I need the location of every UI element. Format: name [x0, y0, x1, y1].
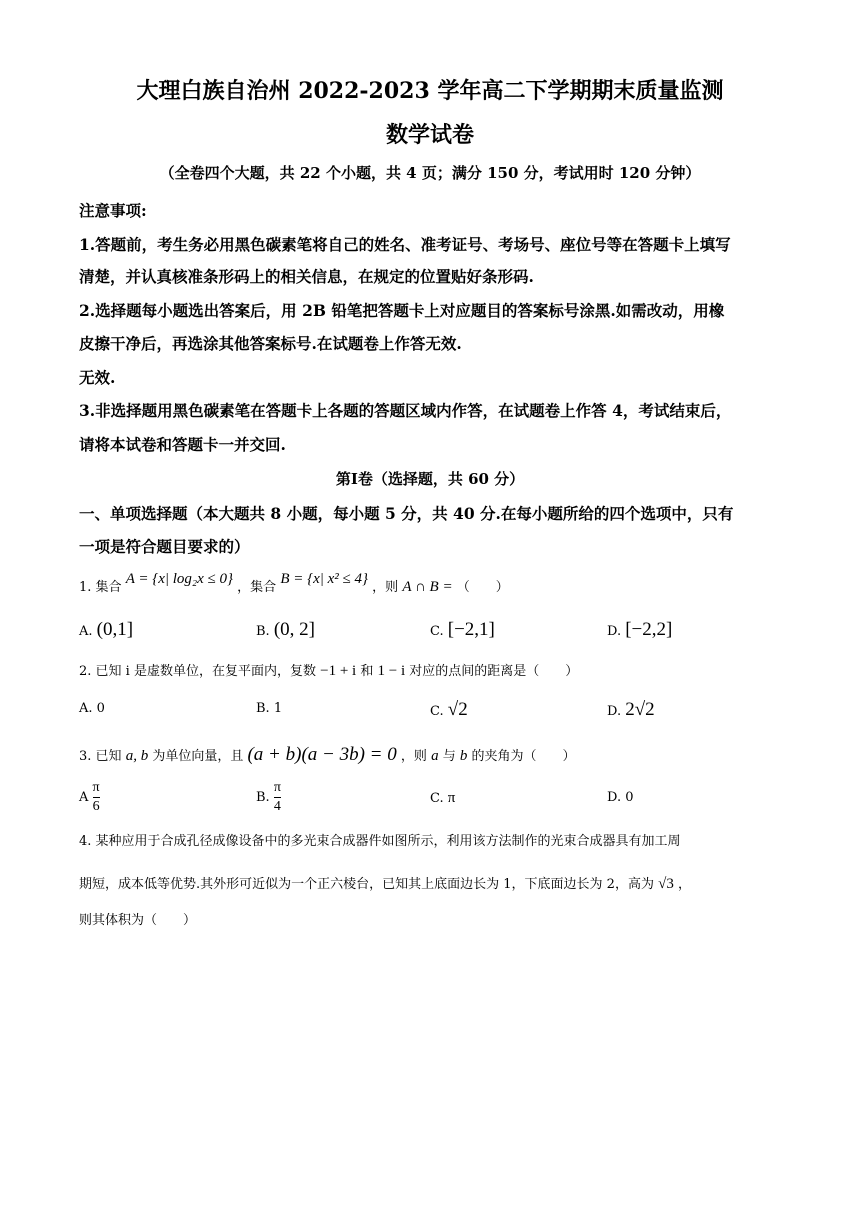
q2-z2: 1 − i [377, 663, 406, 679]
q3-equation: (a + b)(a − 3b) = 0 [247, 744, 397, 765]
q3-text-1: 3. 已知 [79, 749, 122, 764]
q4-height-value: √3 [658, 876, 674, 892]
q3-with: 与 [442, 749, 456, 764]
q1-set-a: A = {x| log₂x ≤ 0} [125, 571, 234, 587]
notice-line-3a: 3.非选择题用黑色碳素笔在答题卡上各题的答题区域内作答，在试题卷上作答 4，考试结束后， [79, 401, 732, 420]
q2-option-b [256, 701, 282, 716]
option-label: A. [79, 624, 93, 639]
q1-set-b: B = {x| x² ≤ 4} [280, 571, 369, 587]
notice-line-1b: 清楚，并认真核准条形码上的相关信息，在规定的位置贴好条形码. [79, 267, 534, 286]
question-2 [79, 660, 578, 680]
option-value: π [447, 790, 456, 806]
option-value: 0 [96, 701, 105, 716]
option-label: D. [607, 790, 622, 805]
option-value: 2√2 [625, 699, 655, 720]
q1-expr: A ∩ B = [402, 579, 453, 595]
notice-line-1a: 1.答题前，考生务必用黑色碳素笔将自己的姓名、准考证号、考场号、座位号等在答题卡上填写 [79, 235, 731, 254]
q3-option-b [256, 780, 281, 815]
question-4-line-3: 则其体积为（ ） [79, 913, 197, 928]
option-value: (0, 2] [273, 619, 315, 640]
option-label: A [79, 790, 89, 805]
notice-heading: 注意事项: [79, 201, 147, 220]
option-label: D. [607, 704, 622, 719]
q2-option-d [607, 699, 655, 721]
option-value: [−2,1] [447, 619, 495, 640]
part1-heading-b: 一项是符合题目要求的） [79, 537, 250, 556]
q1-tail: ，则 [372, 580, 399, 595]
q2-and: 和 [360, 664, 374, 679]
option-value: √2 [447, 699, 468, 720]
q3-option-d [607, 790, 634, 805]
exam-info: （全卷四个大题，共 22 个小题，共 4 页；满分 150 分，考试用时 120 分钟） [159, 164, 701, 182]
q1-prefix: 1. 集合 [79, 580, 122, 595]
question-4-line-1: 4. 某种应用于合成孔径成像设备中的多光束合成器件如图所示，利用该方法制作的光束合成器具有加工周 [79, 834, 681, 849]
fraction-bar [93, 797, 100, 798]
q3-vector-b: b [459, 748, 468, 764]
option-value: (0,1] [96, 619, 134, 640]
q2-text-1: 2. 已知 i 是虚数单位，在复平面内，复数 [79, 664, 316, 679]
q3-text-3: ，则 [400, 749, 427, 764]
q2-option-a [79, 701, 105, 716]
notice-line-2b: 皮擦干净后，再选涂其他答案标号.在试题卷上作答无效. [79, 334, 462, 353]
q1-option-b [256, 619, 315, 641]
question-1 [79, 571, 509, 596]
option-label: A. [79, 701, 93, 716]
option-label: D. [607, 624, 622, 639]
fraction-numerator: π [273, 780, 281, 795]
question-4-line-2 [79, 873, 691, 893]
q3-option-a [79, 780, 100, 815]
option-label: C. [430, 704, 444, 719]
q4-text: 期短，成本低等优势.其外形可近似为一个正六棱台，已知其上底面边长为 1，下底面边长为 2，高为 [79, 877, 654, 892]
q4-comma: ， [677, 877, 691, 892]
question-3 [79, 744, 576, 766]
q3-vector-a: a [431, 748, 439, 764]
q1-mid: ，集合 [237, 580, 277, 595]
q3-text-4: 的夹角为（ ） [471, 749, 576, 764]
option-label: B. [256, 701, 270, 716]
q2-z1: −1 + i [320, 663, 357, 679]
option-label: C. [430, 791, 444, 806]
fraction-bar [274, 797, 281, 798]
notice-line-2c: 无效. [79, 368, 116, 387]
exam-subtitle: 数学试卷 [385, 122, 474, 148]
part1-heading-a: 一、单项选择题（本大题共 8 小题，每小题 5 分，共 40 分.在每小题所给的四个选项中，只有 [79, 504, 734, 523]
q1-option-c [430, 619, 495, 641]
fraction-denominator: 6 [92, 799, 100, 814]
notice-line-3b: 请将本试卷和答题卡一并交回. [79, 435, 286, 454]
option-label: B. [256, 790, 270, 805]
notice-line-2a: 2.选择题每小题选出答案后，用 2B 铅笔把答题卡上对应题目的答案标号涂黑.如需改动，用橡 [79, 301, 725, 320]
fraction-denominator: 4 [273, 799, 281, 814]
q3-option-c [430, 790, 455, 807]
exam-title: 大理白族自治州 2022-2023 学年高二下学期期末质量监测 [136, 78, 724, 104]
option-label: C. [430, 624, 444, 639]
q3-text-2: 为单位向量，且 [152, 749, 244, 764]
option-label: B. [256, 624, 270, 639]
section-title: 第Ⅰ卷（选择题，共 60 分） [335, 470, 525, 488]
option-value: 0 [625, 790, 634, 805]
q2-option-c [430, 699, 468, 721]
q2-text-2: 对应的点间的距离是（ ） [409, 664, 579, 679]
q1-paren: （ ） [456, 580, 509, 595]
option-fraction [93, 780, 100, 815]
q1-option-a [79, 619, 133, 641]
q1-option-d [607, 619, 672, 641]
fraction-numerator: π [92, 780, 100, 795]
q3-vectors: a, b [125, 748, 149, 764]
option-fraction [274, 780, 281, 815]
option-value: 1 [273, 701, 283, 716]
option-value: [−2,2] [625, 619, 673, 640]
